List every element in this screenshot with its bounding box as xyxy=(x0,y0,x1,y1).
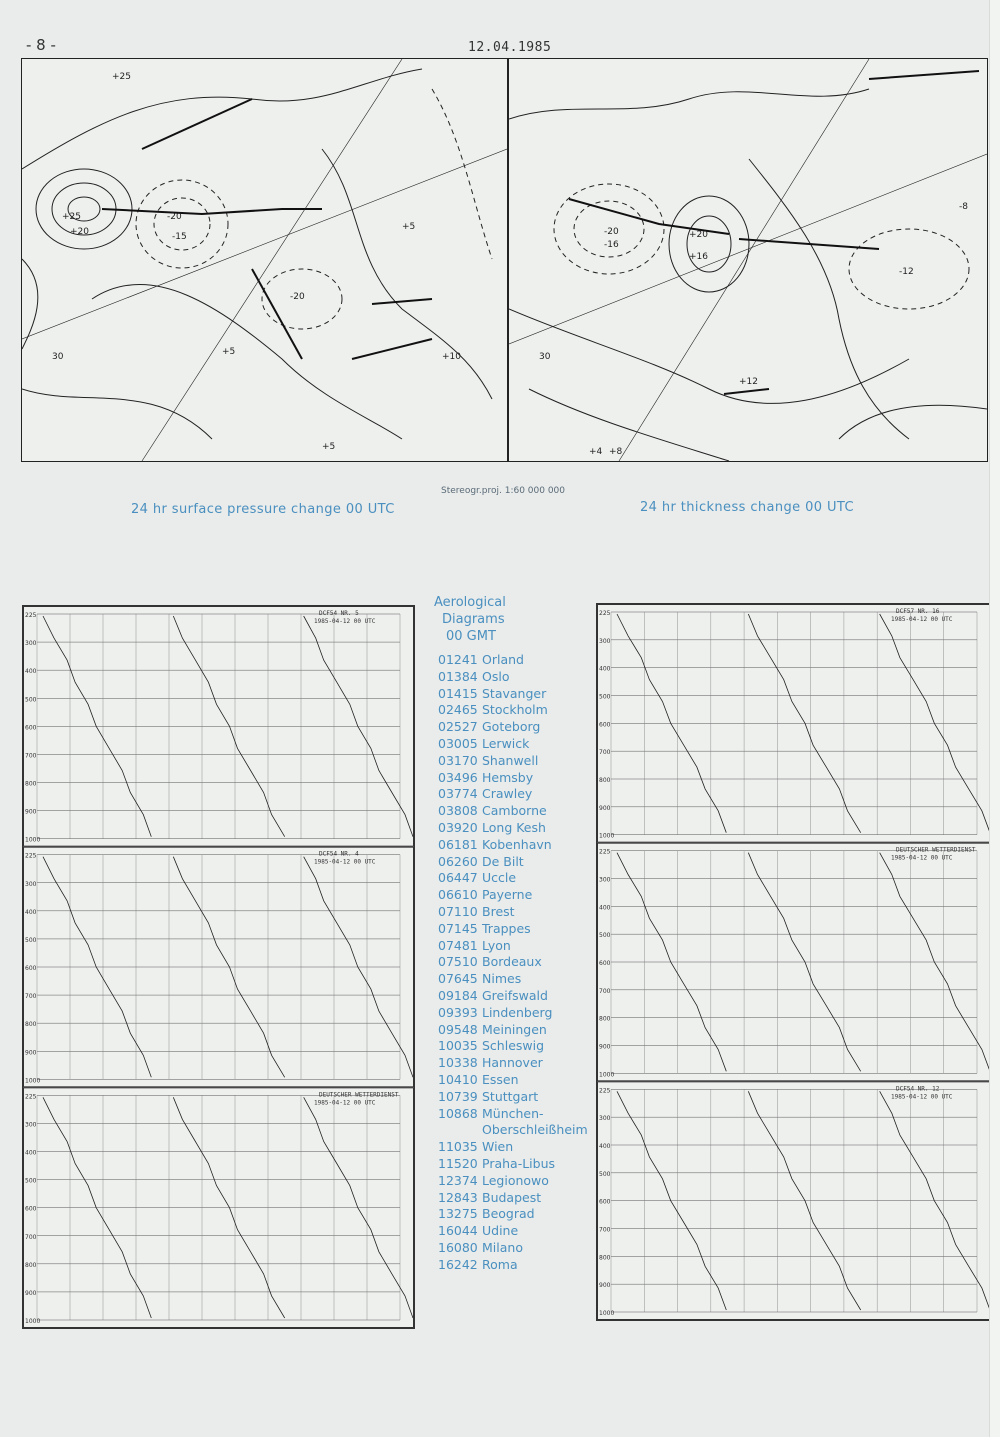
panel-date-label: 1985-04-12 00 UTC xyxy=(314,858,376,866)
station-row xyxy=(438,669,588,686)
station-row xyxy=(438,1156,588,1173)
station-name: Trappes xyxy=(482,920,531,936)
station-row xyxy=(438,702,588,719)
station-name: Beograd xyxy=(482,1206,535,1222)
station-row xyxy=(438,837,588,854)
aerological-grid-right xyxy=(597,604,991,1320)
station-row xyxy=(438,938,588,955)
pressure-level-label: 800 xyxy=(25,780,37,788)
pressure-level-label: 900 xyxy=(25,1289,37,1297)
station-name: Long Kesh xyxy=(482,819,546,835)
pressure-level-label: 800 xyxy=(25,1261,37,1269)
projection-scale: Stereogr.proj. 1:60 000 000 xyxy=(441,486,566,496)
pressure-level-label: 300 xyxy=(25,640,37,648)
station-code: 03808 xyxy=(438,803,478,819)
station-code: 09393 xyxy=(438,1004,478,1020)
station-row xyxy=(438,1257,588,1274)
aerological-panel xyxy=(24,1088,414,1328)
station-row xyxy=(438,1055,588,1072)
station-name: Stockholm xyxy=(482,702,548,718)
aerological-grid-left xyxy=(23,606,414,1328)
station-name: Budapest xyxy=(482,1189,542,1205)
pressure-level-label: 400 xyxy=(599,904,611,912)
thickness-caption: 24 hr thickness change 00 UTC xyxy=(640,500,854,515)
surface-pressure-caption: 24 hr surface pressure change 00 UTC xyxy=(131,502,395,517)
pressure-level-label: 400 xyxy=(599,665,611,673)
station-name: Oslo xyxy=(482,668,510,684)
panel-date-label: 1985-04-12 00 UTC xyxy=(891,854,953,862)
pressure-level-label: 800 xyxy=(599,1015,611,1023)
station-code: 01415 xyxy=(438,685,478,701)
station-row xyxy=(438,887,588,904)
svg-text:+25: +25 xyxy=(112,72,131,82)
station-row xyxy=(438,988,588,1005)
page-date: 12.04.1985 xyxy=(468,40,552,55)
pressure-level-label: 800 xyxy=(599,777,611,784)
aerological-panel xyxy=(24,847,414,1087)
svg-text:-12: -12 xyxy=(899,267,914,277)
station-code: 06610 xyxy=(438,887,478,903)
station-code: 10739 xyxy=(438,1088,478,1104)
pressure-level-label: 500 xyxy=(599,932,611,940)
station-code: 06447 xyxy=(438,870,478,886)
station-row xyxy=(438,1005,588,1022)
station-name: Uccle xyxy=(482,870,517,886)
pressure-level-label: 700 xyxy=(25,752,37,760)
station-name: De Bilt xyxy=(482,853,524,869)
thickness-change-map xyxy=(508,58,988,462)
station-code: 12843 xyxy=(438,1189,478,1205)
station-row xyxy=(438,1190,588,1207)
pressure-level-label: 800 xyxy=(25,1021,37,1029)
pressure-level-label: 600 xyxy=(599,1198,611,1206)
station-code: 01384 xyxy=(438,668,478,684)
station-row xyxy=(438,652,588,669)
pressure-level-label: 225 xyxy=(599,848,611,856)
station-code: 09184 xyxy=(438,987,478,1003)
station-row xyxy=(438,904,588,921)
aerological-panel xyxy=(598,605,991,843)
svg-text:+20: +20 xyxy=(70,227,89,237)
pressure-level-label: 300 xyxy=(599,637,611,645)
station-name: Udine xyxy=(482,1223,519,1239)
station-row xyxy=(438,1038,588,1055)
station-code: 03496 xyxy=(438,769,478,785)
pressure-level-label: 900 xyxy=(599,1282,611,1290)
panel-header: DCF54 NR. 5 xyxy=(319,610,359,617)
station-name: Greifswald xyxy=(482,987,548,1003)
panel-header: DCF57 NR. 16 xyxy=(896,608,940,615)
aero-title-line1: Aerological xyxy=(434,595,506,610)
pressure-level-label: 600 xyxy=(25,724,37,732)
pressure-level-label: 700 xyxy=(25,1233,37,1241)
aerological-panel xyxy=(598,1082,991,1320)
pressure-level-label: 600 xyxy=(599,960,611,967)
svg-text:-15: -15 xyxy=(172,232,187,242)
aerological-panel xyxy=(598,843,991,1081)
station-name: Lindenberg xyxy=(482,1004,553,1020)
panel-date-label: 1985-04-12 00 UTC xyxy=(314,618,376,625)
station-name: München- xyxy=(482,1105,544,1121)
station-name: Crawley xyxy=(482,786,533,802)
svg-text:-8: -8 xyxy=(959,202,968,212)
svg-text:+8: +8 xyxy=(609,447,623,457)
pressure-level-label: 1000 xyxy=(25,1318,41,1325)
station-name: Nimes xyxy=(482,971,522,987)
pressure-level-label: 900 xyxy=(599,1043,611,1051)
station-name: Bordeaux xyxy=(482,954,542,970)
svg-text:+20: +20 xyxy=(689,230,708,240)
pressure-level-label: 1000 xyxy=(599,1310,615,1317)
pressure-level-label: 500 xyxy=(25,1177,37,1185)
aerological-panel xyxy=(24,607,414,847)
station-row xyxy=(438,1173,588,1190)
pressure-level-label: 600 xyxy=(25,1205,37,1213)
pressure-level-label: 900 xyxy=(599,804,611,812)
pressure-level-label: 900 xyxy=(25,808,37,816)
pressure-level-label: 800 xyxy=(599,1254,611,1262)
station-code: 03920 xyxy=(438,819,478,835)
station-name-continued: Oberschleißheim xyxy=(482,1122,588,1138)
station-row xyxy=(438,753,588,770)
station-code: 07510 xyxy=(438,954,478,970)
page-edge xyxy=(989,0,1000,1437)
aerological-diagrams-right xyxy=(596,603,992,1321)
pressure-level-label: 700 xyxy=(599,987,611,995)
thickness-map-graphic xyxy=(509,59,987,461)
svg-text:+25: +25 xyxy=(62,212,81,222)
pressure-level-label: 1000 xyxy=(25,1077,41,1085)
station-list xyxy=(438,652,588,1273)
station-code: 10868 xyxy=(438,1105,478,1121)
station-name: Hannover xyxy=(482,1055,543,1071)
svg-text:30: 30 xyxy=(539,352,551,362)
station-code: 10410 xyxy=(438,1071,478,1087)
station-code: 02527 xyxy=(438,719,478,735)
station-code: 02465 xyxy=(438,702,478,718)
pressure-level-label: 225 xyxy=(25,1093,37,1101)
pressure-level-label: 700 xyxy=(25,993,37,1001)
page-number: - 8 - xyxy=(26,36,56,54)
panel-date-label: 1985-04-12 00 UTC xyxy=(891,616,953,623)
station-name: Lyon xyxy=(482,937,511,953)
station-code: 03005 xyxy=(438,735,478,751)
station-code: 16044 xyxy=(438,1223,478,1239)
pressure-level-label: 600 xyxy=(25,965,37,972)
panel-header: DEUTSCHER WETTERDIENST xyxy=(319,1091,399,1099)
station-name: Milano xyxy=(482,1239,523,1255)
panel-header: DEUTSCHER WETTERDIENST xyxy=(896,846,976,854)
pressure-level-label: 300 xyxy=(25,1121,37,1129)
pressure-map-graphic xyxy=(22,59,507,461)
station-row xyxy=(438,870,588,887)
svg-text:-20: -20 xyxy=(290,292,305,302)
station-name: Stuttgart xyxy=(482,1088,539,1104)
station-name: Camborne xyxy=(482,803,547,819)
station-row xyxy=(438,854,588,871)
station-name: Roma xyxy=(482,1256,518,1272)
station-code: 12374 xyxy=(438,1172,478,1188)
pressure-level-label: 900 xyxy=(25,1049,37,1057)
station-name: Orland xyxy=(482,652,524,667)
pressure-level-label: 600 xyxy=(599,721,611,729)
station-row xyxy=(438,770,588,787)
station-code: 01241 xyxy=(438,652,478,667)
station-name: Wien xyxy=(482,1139,514,1155)
station-code: 07110 xyxy=(438,903,478,919)
station-code: 10338 xyxy=(438,1055,478,1071)
pressure-level-label: 700 xyxy=(599,1226,611,1234)
pressure-level-label: 300 xyxy=(25,880,37,888)
pressure-level-label: 225 xyxy=(599,610,611,617)
station-code: 07481 xyxy=(438,937,478,953)
station-name: Payerne xyxy=(482,887,533,903)
svg-text:+16: +16 xyxy=(689,252,708,262)
aerological-title xyxy=(434,594,584,645)
aero-title-line2: Diagrams xyxy=(442,612,505,627)
aerological-diagrams-left xyxy=(22,605,415,1329)
station-name: Stavanger xyxy=(482,685,547,701)
station-row xyxy=(438,820,588,837)
pressure-level-label: 700 xyxy=(599,749,611,757)
station-code: 06181 xyxy=(438,836,478,852)
station-row xyxy=(438,686,588,703)
station-row xyxy=(438,786,588,803)
station-code: 03170 xyxy=(438,752,478,768)
pressure-level-label: 500 xyxy=(599,693,611,701)
station-code: 03774 xyxy=(438,786,478,802)
station-name: Schleswig xyxy=(482,1038,545,1054)
station-name: Legionowo xyxy=(482,1172,549,1188)
panel-header: DCF54 NR. 12 xyxy=(896,1085,940,1093)
station-name: Hemsby xyxy=(482,769,534,785)
svg-text:-20: -20 xyxy=(167,212,182,222)
station-code: 13275 xyxy=(438,1206,478,1222)
svg-text:-20: -20 xyxy=(604,227,619,237)
pressure-level-label: 1000 xyxy=(599,832,615,840)
station-row xyxy=(438,921,588,938)
pressure-level-label: 225 xyxy=(25,612,37,619)
station-name: Essen xyxy=(482,1071,519,1087)
station-name: Shanwell xyxy=(482,752,539,768)
svg-text:+10: +10 xyxy=(442,352,461,362)
station-row xyxy=(438,1139,588,1156)
pressure-level-label: 225 xyxy=(599,1087,611,1095)
station-name: Lerwick xyxy=(482,735,530,751)
svg-text:+5: +5 xyxy=(222,347,236,357)
pressure-level-label: 400 xyxy=(25,908,37,916)
station-code: 07645 xyxy=(438,971,478,987)
station-row xyxy=(438,1072,588,1089)
svg-text:30: 30 xyxy=(52,352,64,362)
pressure-level-label: 300 xyxy=(599,1115,611,1123)
pressure-level-label: 500 xyxy=(599,1170,611,1178)
station-row xyxy=(438,1206,588,1223)
pressure-level-label: 400 xyxy=(25,668,37,676)
station-code: 07145 xyxy=(438,920,478,936)
station-name: Kobenhavn xyxy=(482,836,552,852)
station-name: Meiningen xyxy=(482,1021,547,1037)
station-row xyxy=(438,1223,588,1240)
station-row xyxy=(438,1106,588,1123)
svg-text:+5: +5 xyxy=(402,222,416,232)
panel-header: DCF54 NR. 4 xyxy=(319,850,359,858)
station-name: Praha-Libus xyxy=(482,1155,556,1171)
station-code: 06260 xyxy=(438,853,478,869)
surface-pressure-change-map xyxy=(21,58,508,462)
pressure-level-label: 1000 xyxy=(599,1071,615,1079)
pressure-level-label: 1000 xyxy=(25,836,41,844)
station-row xyxy=(438,719,588,736)
svg-text:+4: +4 xyxy=(589,447,603,457)
station-row xyxy=(438,803,588,820)
panel-date-label: 1985-04-12 00 UTC xyxy=(891,1093,953,1101)
station-row xyxy=(438,1240,588,1257)
station-code: 11035 xyxy=(438,1139,478,1155)
station-code: 09548 xyxy=(438,1021,478,1037)
pressure-level-label: 500 xyxy=(25,936,37,944)
pressure-level-label: 500 xyxy=(25,696,37,704)
station-code: 16242 xyxy=(438,1256,478,1272)
station-row xyxy=(438,954,588,971)
pressure-level-label: 400 xyxy=(25,1149,37,1157)
pressure-level-label: 300 xyxy=(599,876,611,884)
svg-text:+12: +12 xyxy=(739,377,758,387)
pressure-level-label: 225 xyxy=(25,852,37,860)
panel-date-label: 1985-04-12 00 UTC xyxy=(314,1099,376,1107)
station-name: Brest xyxy=(482,903,515,919)
station-row xyxy=(438,1089,588,1106)
station-code: 10035 xyxy=(438,1038,478,1054)
station-row xyxy=(438,971,588,988)
station-row xyxy=(438,736,588,753)
svg-text:-16: -16 xyxy=(604,240,619,250)
pressure-level-label: 400 xyxy=(599,1143,611,1150)
station-name: Goteborg xyxy=(482,719,541,735)
station-code: 16080 xyxy=(438,1239,478,1255)
svg-text:+5: +5 xyxy=(322,442,336,452)
station-row xyxy=(438,1022,588,1039)
aero-title-line3: 00 GMT xyxy=(446,629,496,644)
station-code: 11520 xyxy=(438,1155,478,1171)
